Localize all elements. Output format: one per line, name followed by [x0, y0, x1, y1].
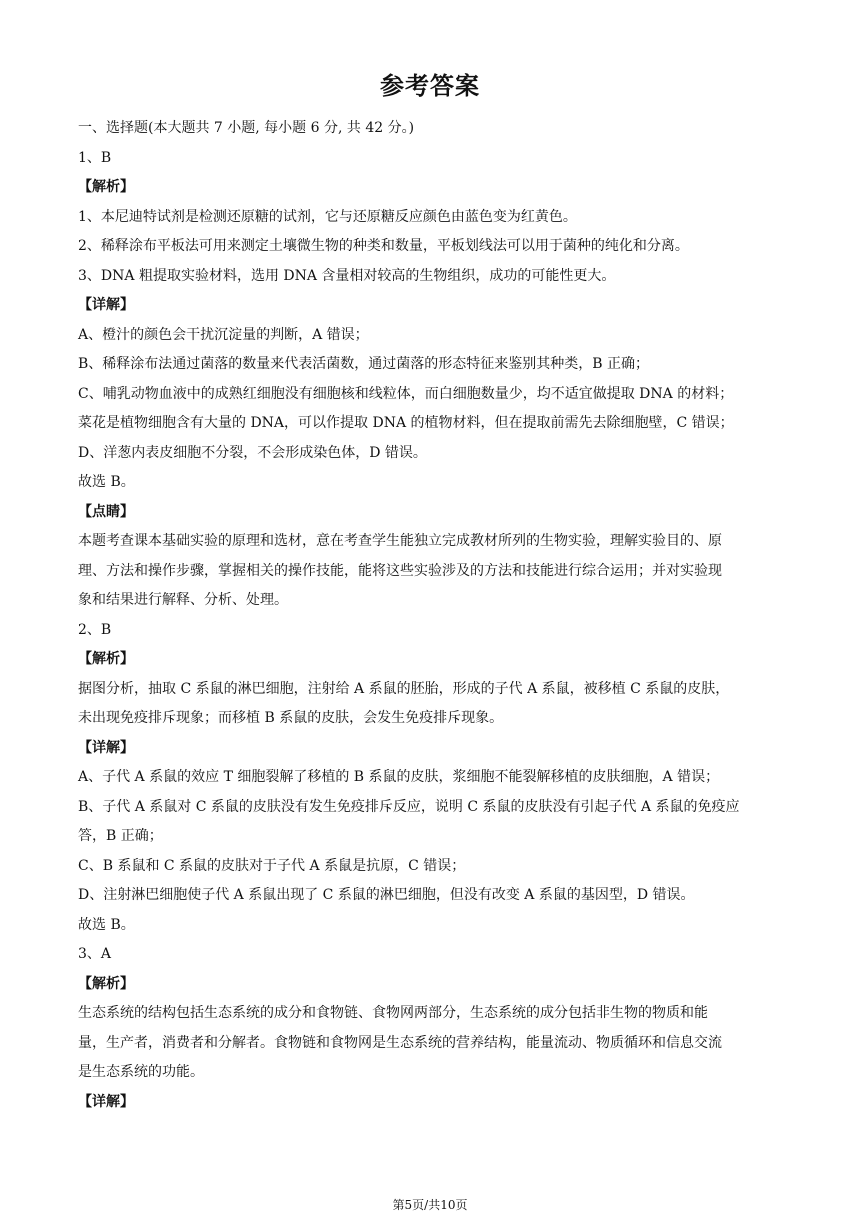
answer-lines — [78, 144, 786, 1118]
section-label: 【详解】 — [78, 739, 134, 756]
text-line: C、哺乳动物血液中的成熟红细胞没有细胞核和线粒体，而白细胞数量少，均不适宜做提取 DNA 的材料； — [78, 385, 734, 402]
text-line: 理、方法和操作步骤，掌握相关的操作技能，能将这些实验涉及的方法和技能进行综合运用；并对实验现 — [78, 562, 722, 579]
section-label: 【详解】 — [78, 1093, 134, 1110]
text-line: B、稀释涂布法通过菌落的数量来代表活菌数，通过菌落的形态特征来鉴别其种类，B 正确； — [78, 356, 650, 372]
text-line: 2、稀释涂布平板法可用来测定土壤微生物的种类和数量，平板划线法可以用于菌种的纯化和分离。 — [78, 238, 689, 254]
text-line: 量，生产者，消费者和分解者。食物链和食物网是生态系统的营养结构，能量流动、物质循环和信息交流 — [78, 1034, 722, 1051]
text-line: 本题考查课本基础实验的原理和选材，意在考查学生能独立完成教材所列的生物实验，理解实验目的、原 — [78, 533, 722, 549]
section-label: 【点睛】 — [78, 503, 134, 520]
text-line: 故选 B。 — [78, 474, 135, 490]
section-label: 【解析】 — [78, 975, 134, 992]
text-line: 3、DNA 粗提取实验材料，选用 DNA 含量相对较高的生物组织，成功的可能性更大。 — [78, 267, 616, 284]
page-title: 参考答案 — [380, 72, 480, 100]
text-line: A、橙汁的颜色会干扰沉淀量的判断，A 错误； — [78, 326, 369, 343]
text-line: 3、A — [78, 946, 112, 962]
text-line: B、子代 A 系鼠对 C 系鼠的皮肤没有发生免疫排斥反应，说明 C 系鼠的皮肤没有引起子代 A 系鼠的免疫应 — [78, 798, 740, 815]
text-line: 答，B 正确； — [78, 828, 163, 844]
section-label: 【解析】 — [78, 651, 134, 667]
text-line: 生态系统的结构包括生态系统的成分和食物链、食物网两部分，生态系统的成分包括非生物的物质和能 — [78, 1005, 708, 1021]
text-line: 菜花是植物细胞含有大量的 DNA，可以作提取 DNA 的植物材料，但在提取前需先去除细胞壁，C 错误； — [78, 415, 734, 431]
text-line: 2、B — [78, 621, 112, 638]
section-heading: 一、选择题(本大题共 7 小题, 每小题 6 分, 共 42 分。) — [78, 120, 415, 136]
text-line: 是生态系统的功能。 — [78, 1064, 204, 1080]
page-footer: 第5页/共10页 — [392, 1198, 468, 1212]
text-line: D、洋葱内表皮细胞不分裂，不会形成染色体，D 错误。 — [78, 444, 427, 461]
text-line: 1、B — [78, 149, 112, 166]
text-line: 1、本尼迪特试剂是检测还原糖的试剂，它与还原糖反应颜色由蓝色变为红黄色。 — [78, 208, 577, 225]
text-line: 据图分析，抽取 C 系鼠的淋巴细胞，注射给 A 系鼠的胚胎，形成的子代 A 系鼠，被移植 C 系鼠的皮肤， — [78, 680, 730, 697]
answer-content — [78, 114, 786, 1117]
text-line: A、子代 A 系鼠的效应 T 细胞裂解了移植的 B 系鼠的皮肤，浆细胞不能裂解移植的皮肤细胞，A 错误； — [78, 769, 720, 785]
text-line: 未出现免疫排斥现象；而移植 B 系鼠的皮肤，会发生免疫排斥现象。 — [78, 710, 504, 726]
text-line: C、B 系鼠和 C 系鼠的皮肤对于子代 A 系鼠是抗原，C 错误； — [78, 857, 466, 874]
text-line: 象和结果进行解释、分析、处理。 — [78, 592, 288, 608]
text-line: D、注射淋巴细胞使子代 A 系鼠出现了 C 系鼠的淋巴细胞，但没有改变 A 系鼠的基因型，D 错误。 — [78, 887, 695, 903]
section-label: 【解析】 — [78, 179, 134, 195]
section-label: 【详解】 — [78, 297, 134, 313]
text-line: 故选 B。 — [78, 916, 135, 933]
